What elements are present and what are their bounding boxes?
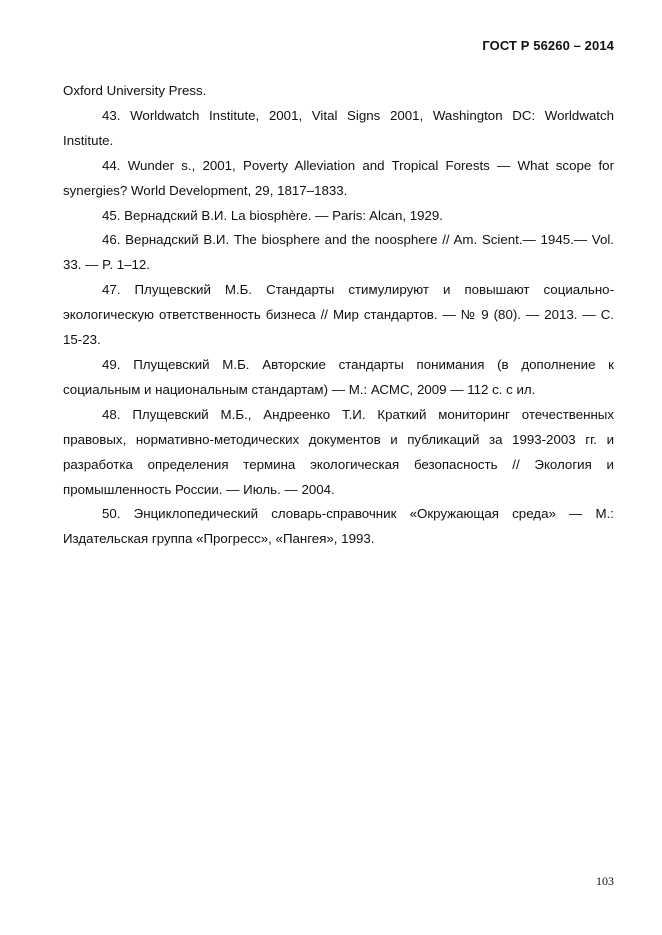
reference-item: Oxford University Press. [63,83,207,98]
reference-item: 44. Wunder s., 2001, Poverty Alleviation and Tropical Forests — What scope for synergies? World Development, 29, 1817–1833. [63,157,614,198]
reference-list [63,79,614,552]
reference-item: 45. Вернадский В.И. La biosphère. — Paris: Alcan, 1929. [102,207,443,223]
reference-item: 43. Worldwatch Institute, 2001, Vital Signs 2001, Washington DC: Worldwatch Institute. [63,107,614,148]
reference-item: 49. Плущевский М.Б. Авторские стандарты понимания (в дополнение к социальным и национальным стандартам) — М.: АСМС, 2009 — 112 с. с ил. [63,356,614,397]
reference-item: 47. Плущевский М.Б. Стандарты стимулируют и повышают социально-экологическую ответственность бизнеса // Мир стандартов. — № 9 (80). — 2013. — С. 15-23. [63,282,614,348]
page-number: 103 [596,874,614,888]
reference-item: 50. Энциклопедический словарь-справочник «Окружающая среда» — М.: Издательская группа «Прогресс», «Пангея», 1993. [63,506,614,547]
reference-item: 46. Вернадский В.И. The biosphere and the noosphere // Am. Scient.— 1945.— Vol. 33. — P. 1–12. [63,232,614,273]
document-header: ГОСТ Р 56260 – 2014 [482,38,614,53]
reference-item: 48. Плущевский М.Б., Андреенко Т.И. Краткий мониторинг отечественных правовых, нормативно-методических документов и публикаций за 1993-2003 гг. и разработка определения термина экологическая безопасность // Экология и промышленность России. — Июль. — 2004. [63,406,614,497]
